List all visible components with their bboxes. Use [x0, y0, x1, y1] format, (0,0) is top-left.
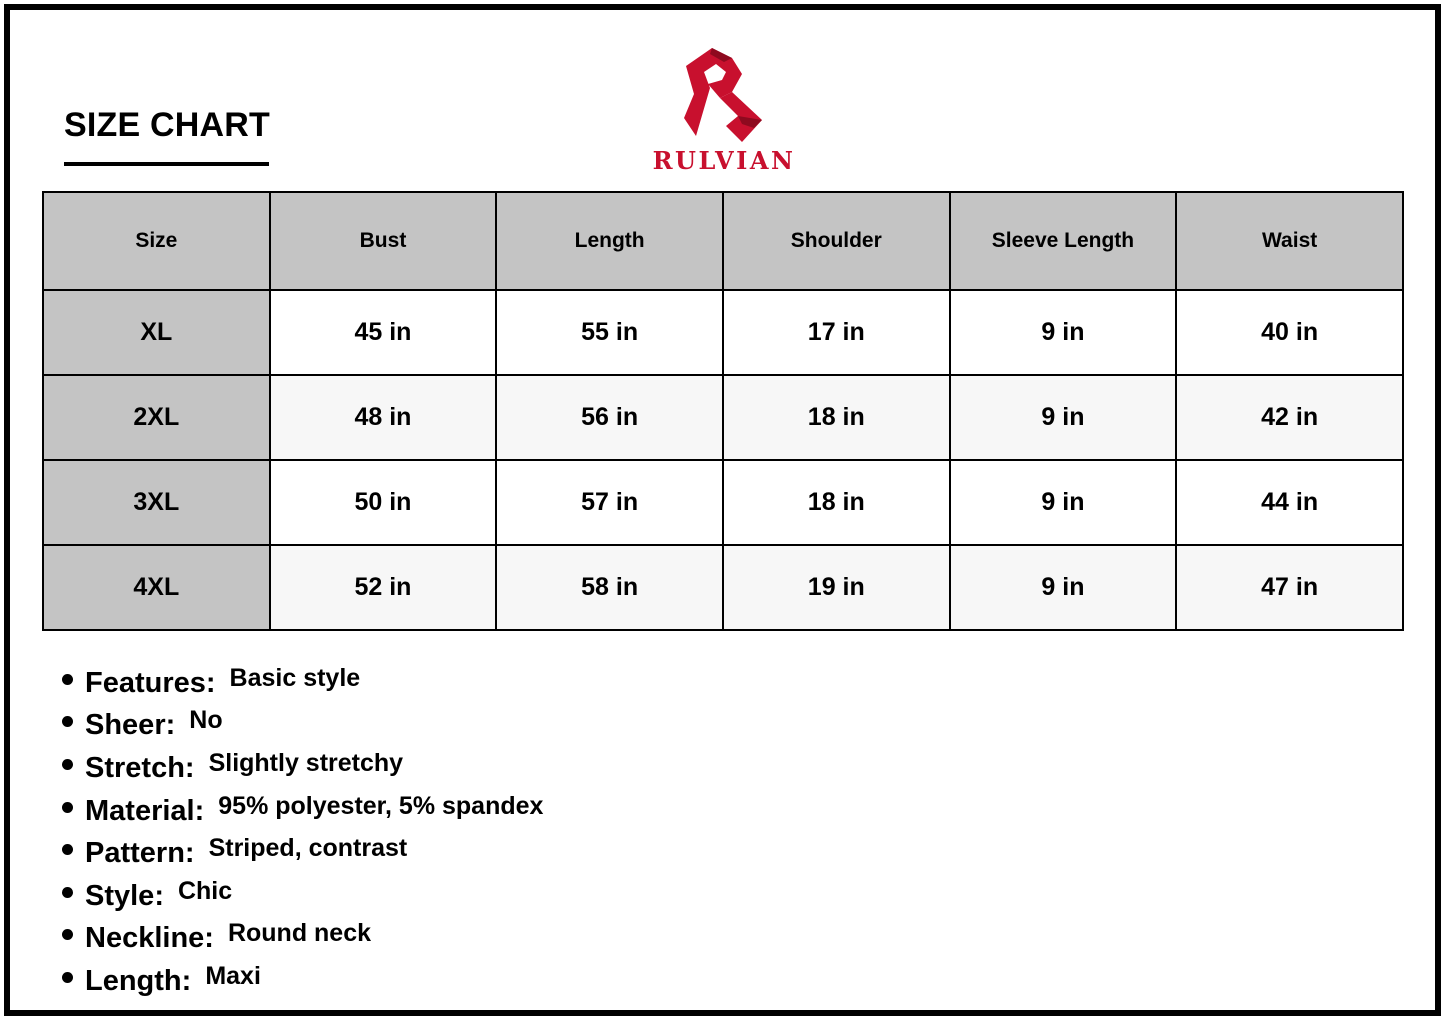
bullet-icon — [62, 802, 73, 813]
feature-value: Round neck — [227, 919, 372, 948]
feature-label: Neckline: — [85, 922, 214, 955]
shoulder-cell: 18 in — [723, 375, 950, 460]
table-row — [43, 460, 1403, 545]
table-row — [43, 290, 1403, 375]
list-item — [62, 918, 543, 961]
waist-cell: 44 in — [1176, 460, 1403, 545]
features-list — [62, 662, 543, 1003]
bust-cell: 50 in — [270, 460, 497, 545]
waist-cell: 47 in — [1176, 545, 1403, 630]
column-header-length: Length — [496, 192, 723, 290]
size-cell: XL — [43, 290, 270, 375]
list-item — [62, 705, 543, 748]
feature-value: No — [189, 706, 223, 735]
feature-label: Style: — [85, 879, 164, 912]
waist-cell: 42 in — [1176, 375, 1403, 460]
title-underline — [64, 162, 269, 166]
feature-value: Maxi — [205, 961, 261, 990]
brand-logo — [634, 40, 814, 180]
length-cell: 57 in — [496, 460, 723, 545]
bust-cell: 52 in — [270, 545, 497, 630]
sleeve-length-cell: 9 in — [950, 290, 1177, 375]
bullet-icon — [62, 887, 73, 898]
length-cell: 58 in — [496, 545, 723, 630]
feature-label: Pattern: — [85, 837, 195, 870]
sleeve-length-cell: 9 in — [950, 545, 1177, 630]
bullet-icon — [62, 716, 73, 727]
list-item — [62, 790, 543, 833]
table-row — [43, 375, 1403, 460]
column-header-size: Size — [43, 192, 270, 290]
bullet-icon — [62, 674, 73, 685]
bullet-icon — [62, 759, 73, 770]
rulvian-r-logo-icon — [680, 44, 770, 144]
size-cell: 3XL — [43, 460, 270, 545]
table-header-row — [43, 192, 1403, 290]
bust-cell: 45 in — [270, 290, 497, 375]
column-header-bust: Bust — [270, 192, 497, 290]
list-item — [62, 875, 543, 918]
feature-value: Basic style — [229, 663, 361, 692]
bust-cell: 48 in — [270, 375, 497, 460]
feature-value: 95% polyester, 5% spandex — [218, 791, 544, 820]
list-item — [62, 747, 543, 790]
shoulder-cell: 18 in — [723, 460, 950, 545]
column-header-shoulder: Shoulder — [723, 192, 950, 290]
sleeve-length-cell: 9 in — [950, 375, 1177, 460]
feature-label: Stretch: — [85, 751, 195, 784]
shoulder-cell: 19 in — [723, 545, 950, 630]
bullet-icon — [62, 844, 73, 855]
feature-label: Features: — [85, 666, 216, 699]
feature-value: Striped, contrast — [208, 834, 408, 863]
list-item — [62, 832, 543, 875]
length-cell: 56 in — [496, 375, 723, 460]
feature-label: Length: — [85, 964, 192, 997]
bullet-icon — [62, 929, 73, 940]
feature-label: Material: — [85, 794, 205, 827]
feature-label: Sheer: — [85, 709, 176, 742]
length-cell: 55 in — [496, 290, 723, 375]
shoulder-cell: 17 in — [723, 290, 950, 375]
size-table — [42, 191, 1404, 631]
size-cell: 2XL — [43, 375, 270, 460]
table-row — [43, 545, 1403, 630]
size-cell: 4XL — [43, 545, 270, 630]
brand-name: RULVIAN — [652, 146, 796, 175]
column-header-sleeve-length: Sleeve Length — [950, 192, 1177, 290]
column-header-waist: Waist — [1176, 192, 1403, 290]
feature-value: Slightly stretchy — [208, 748, 404, 777]
sleeve-length-cell: 9 in — [950, 460, 1177, 545]
page-title: SIZE CHART — [64, 106, 270, 144]
bullet-icon — [62, 972, 73, 983]
feature-value: Chic — [177, 876, 233, 905]
list-item — [62, 960, 543, 1003]
waist-cell: 40 in — [1176, 290, 1403, 375]
list-item — [62, 662, 543, 705]
